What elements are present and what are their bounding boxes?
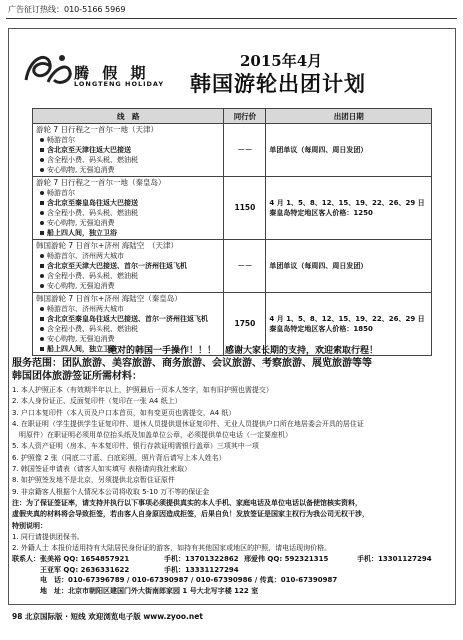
list-item: 明原件）在职证明必须用单位抬头纸及加盖单位公章，必须提供单位电话（一定要座机） [12, 431, 292, 440]
bullet-icon [40, 211, 44, 215]
list-item: 畅游首尔 [47, 189, 75, 197]
contact-row [12, 586, 452, 597]
bullet-icon [40, 337, 44, 341]
tour-table [32, 108, 432, 356]
list-item: 含北京至秦皇岛往返大巴接送 [47, 199, 138, 207]
contact-row [12, 554, 452, 565]
date-line: 秦皇岛特定地区客人价格：1850 [269, 325, 373, 333]
route-cell [33, 240, 224, 293]
bullet-icon [40, 148, 44, 152]
list-item: 畅游首尔 [47, 136, 75, 144]
list-item: 安心购物, 无强迫消费 [47, 219, 115, 227]
brand-logo [20, 50, 170, 98]
table-row [33, 240, 432, 293]
list-item: 船上四人间，独立卫浴 [47, 345, 117, 353]
list-item: 畅游首尔、济州两大城市 [47, 305, 124, 313]
bullet-icon [40, 317, 44, 321]
list-item: 9. 非京籍客人根据个人情况本公司将收取 5-10 万不等的保证金 [12, 487, 210, 496]
header-route: 线 路 [33, 109, 224, 124]
list-item: 含北京至天津往返大巴接送 [47, 146, 131, 154]
list-item: 安心购物, 无强迫消费 [47, 166, 115, 174]
visa-heading: 韩国团体旅游签证所需材料： [12, 371, 142, 382]
top-rule [6, 18, 457, 19]
title-year-month: 2015年4月 [240, 52, 323, 70]
logo-mark-icon [20, 50, 74, 102]
table-row [33, 177, 432, 240]
bullet-icon [40, 254, 44, 258]
list-item: 6. 护照像 2 张（同底二寸蓝、白底彩照，照片背后请写上本人姓名） [12, 453, 226, 462]
bullet-icon [40, 231, 44, 235]
list-item: 船上四人间，独立卫浴 [47, 229, 117, 237]
note-heading: 特别说明： [12, 521, 47, 530]
list-item: 安心购物, 无强迫消费 [47, 282, 115, 290]
list-item: 7. 韩国签证申请表（请客人如实填写 表格请向我社索取） [12, 465, 192, 474]
brand-name-en: LONGTENG HOLIDAY [74, 80, 165, 88]
price-cell: 1150 [224, 177, 266, 240]
route-cell [33, 124, 224, 177]
note-line: 1. 同行请提供团保书。 [12, 532, 84, 541]
bullet-icon [40, 327, 44, 331]
brand-name-cn: 腾 假 期 [74, 64, 150, 82]
table-row [33, 124, 432, 177]
contact-person: 邢爱伟 QQ: 592321315 [244, 555, 329, 563]
list-item: 含北京至天津大巴接送、首尔一济州往返飞机 [47, 262, 187, 270]
page-title: 韩国游轮出团计划 [190, 71, 366, 96]
service-scope [12, 357, 452, 383]
contact-phone: 手机：13701322862 [164, 555, 239, 563]
bullet-icon [40, 347, 44, 351]
list-item: 2. 本人身份证正、反面复印件（复印在一张 A4 纸上） [12, 397, 182, 406]
bullet-icon [40, 307, 44, 311]
scope-line: 服务范围：团队旅游、美容旅游、商务旅游、会议旅游、考察旅游、展览旅游等等 [12, 358, 372, 369]
contact-block [12, 554, 452, 596]
list-item: 1. 本人护照正本（有效期半年以上，护照最后一页本人签字，如有旧护照也需提交） [12, 386, 273, 394]
contact-person: 联系人：张美裕 QQ: 1654857921 [12, 555, 130, 563]
slogan: 绝对的韩国一手操作！！！ 感谢大家长期的支持，欢迎索取行程！ [108, 346, 379, 356]
contact-row [12, 565, 452, 576]
price-cell: －－ [224, 240, 266, 293]
table-header-row [33, 109, 432, 124]
contact-row [12, 575, 452, 586]
list-item: 5. 本人资产证明（房本、车本复印件、银行存款证明需银行盖章）三项其中一项 [12, 442, 259, 451]
price-cell: 1750 [224, 293, 266, 356]
page-footer: 98 北京国际版 · 短线 欢迎浏览电子版 www.zyoo.net [12, 612, 203, 621]
ad-hotline: 广告征订热线：010-5166 5969 [8, 5, 126, 14]
date-line: 秦皇岛特定地区客人价格：1250 [269, 209, 373, 217]
address: 地 址：北京市朝阳区建国门外大街南郎家园 1 号大北写字楼 122 室 [40, 586, 259, 595]
header-price: 同行价 [224, 109, 266, 124]
list-item: 含全程小费、码头税、燃油税 [47, 156, 138, 164]
note-line: 2. 外籍人士 本报价适用持有大陆居民身份证的游客，如持有其他国家或地区的护照，请电话现询价格。 [12, 544, 332, 553]
list-item: 含全程小费、码头税、燃油税 [47, 325, 138, 333]
dates-cell [266, 177, 432, 240]
bullet-icon [40, 284, 44, 288]
contact-phone: 手机：13301127294 [357, 555, 432, 563]
route-title: 韩国游轮 7 日首尔+济州 海陆空 （天津） [36, 241, 178, 250]
bullet-icon [40, 274, 44, 278]
route-title: 游轮 7 日行程之一首尔一地（秦皇岛） [36, 178, 166, 187]
list-item: 安心购物, 无强迫消费 [47, 335, 115, 343]
list-item: 畅游首尔、济州两大城市 [47, 252, 124, 260]
dates-cell [266, 240, 432, 293]
list-item: 4. 在职证明（学生提供学生证复印件、退休人员提供退休证复印件、无业人员提供户口所在地居委会开具的居住证 [12, 419, 364, 428]
date-line: 单团单议（每周四、周日发团） [269, 262, 368, 270]
date-line: 4 月 1、5、8、12、15、19、22、26、29 日 [269, 199, 425, 207]
bullet-icon [40, 168, 44, 172]
bullet-icon [40, 201, 44, 205]
list-item: 含北京至秦皇岛往返大巴接送、首尔一济州往返飞机 [47, 315, 208, 323]
list-item: 含全程小费、码头税、燃油税 [47, 209, 138, 217]
list-item: 8. 如护照签发地不是北京，另须提供北京暂住证原件 [12, 476, 175, 485]
note-line: 注：为了保证签证率，请支持并执行以下事项必须提供真实的本人手机、家庭电话及单位电话以备使馆核实资料， [12, 498, 362, 507]
visa-requirements [12, 385, 452, 554]
bullet-icon [40, 264, 44, 268]
header-dates: 出团日期 [266, 109, 432, 124]
phone-fax: 电 话：010-67396789 / 010-67390987 / 010-67390986 / 传真：010-67390987 [40, 576, 338, 584]
bullet-icon [40, 158, 44, 162]
list-item: 3. 户口本复印件（本人页及户口本首页，如有变更页也需提交，A4 纸） [12, 408, 236, 417]
contact-person: 王亚军 QQ: 2636331622 [40, 565, 130, 574]
dates-cell [266, 124, 432, 177]
date-line: 单团单议（每周四、周日发团） [269, 146, 368, 154]
note-line: 虚假夹真的材料将会导致拒签，若由客人自身原因造成拒签，后果自负！发放签证是国家主权行为我公司无权干涉， [12, 510, 369, 519]
route-title: 游轮 7 日行程之一首尔一地（天津） [36, 125, 159, 134]
list-item: 含全程小费、码头税、燃油税 [47, 272, 138, 280]
date-line: 4 月 1、5、8、12、15、19、22、26、29 日 [269, 315, 425, 323]
bullet-icon [40, 138, 44, 142]
route-cell [33, 177, 224, 240]
bullet-icon [40, 221, 44, 225]
price-cell: －－ [224, 124, 266, 177]
bullet-icon [40, 191, 44, 195]
contact-phone: 手机：13331127294 [164, 565, 239, 574]
route-title: 韩国游轮 7 日首尔+济州 海陆空（秦皇岛） [36, 294, 182, 303]
